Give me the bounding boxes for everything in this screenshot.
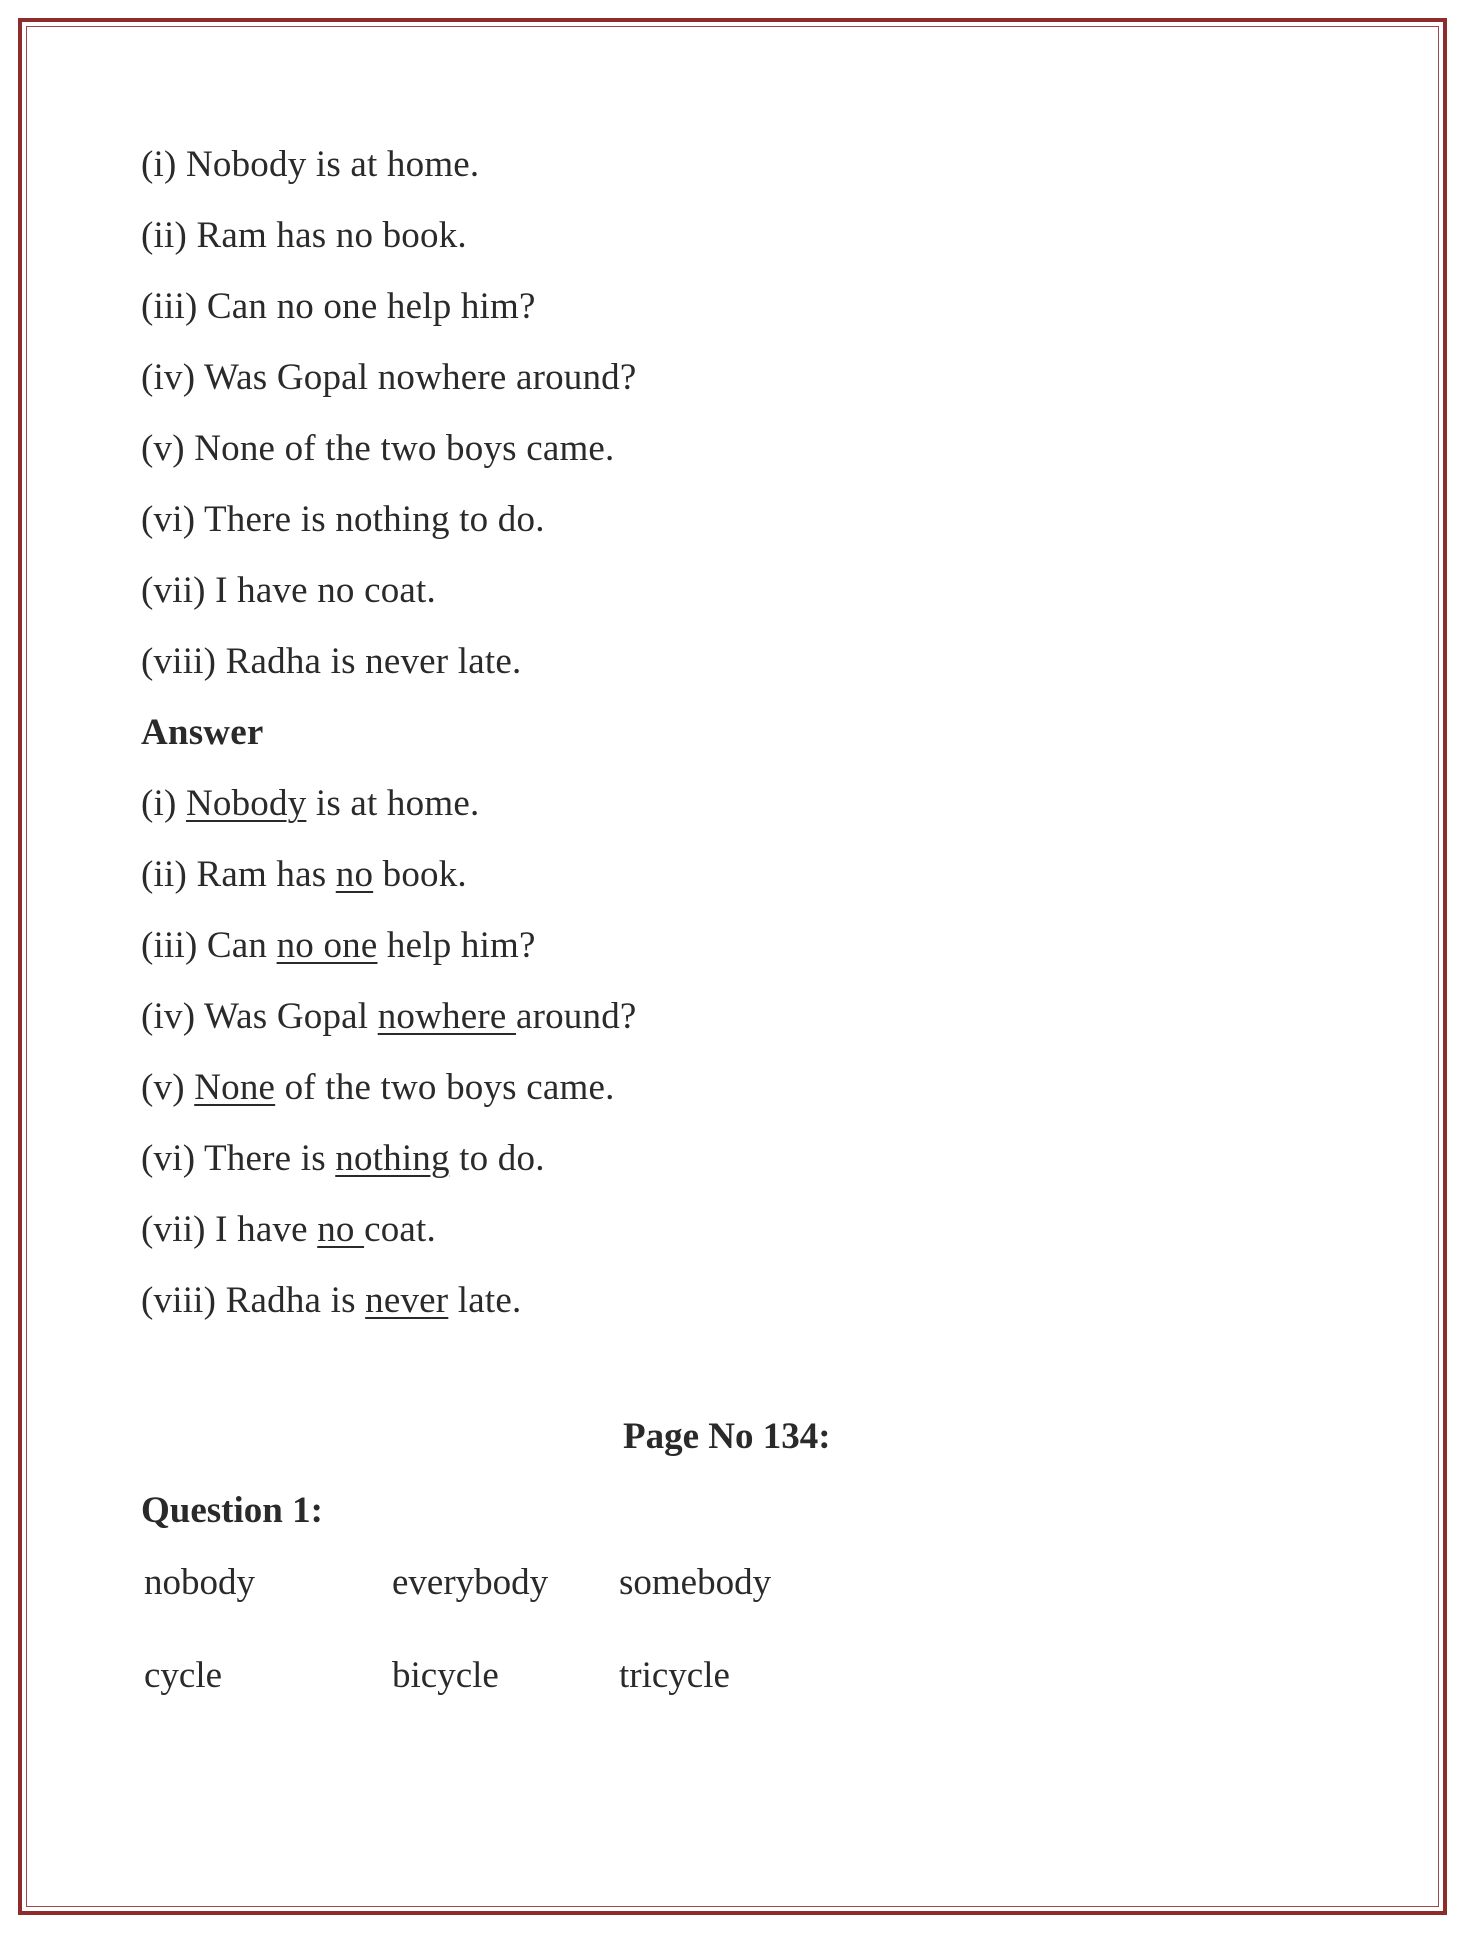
answer-item — [141, 1274, 1341, 1345]
word-cell: everybody — [392, 1562, 549, 1603]
answer-item — [141, 1132, 1341, 1203]
answer-text-after: help him? — [377, 925, 536, 966]
main-content — [141, 138, 1341, 1345]
word-cell: cycle — [144, 1655, 223, 1696]
answer-item — [141, 848, 1341, 919]
answer-text-after: coat. — [364, 1209, 436, 1250]
question-item: (i) Nobody is at home. — [141, 144, 480, 185]
answer-item — [141, 990, 1341, 1061]
answer-text-after: of the two boys came. — [275, 1067, 615, 1108]
answer-text-before: (i) — [141, 783, 186, 824]
question-item: (v) None of the two boys came. — [141, 428, 615, 469]
answer-underlined-word: nothing — [335, 1138, 450, 1179]
answer-underlined-word: nowhere — [377, 996, 516, 1037]
answer-underlined-word: no — [317, 1209, 365, 1250]
answer-text-before: (iv) Was Gopal — [141, 996, 378, 1037]
answer-underlined-word: no — [335, 854, 374, 895]
answer-underlined-word: no one — [276, 925, 378, 966]
word-cell: nobody — [144, 1562, 255, 1603]
word-cell: tricycle — [619, 1655, 730, 1696]
answer-text-after: late. — [448, 1280, 522, 1321]
answer-text-before: (viii) Radha is — [141, 1280, 366, 1321]
answer-text-before: (vii) I have — [141, 1209, 318, 1250]
answer-heading: Answer — [141, 712, 264, 753]
answer-text-before: (vi) There is — [141, 1138, 336, 1179]
answer-text-before: (v) — [141, 1067, 195, 1108]
answer-item — [141, 777, 1341, 848]
question-item: (vi) There is nothing to do. — [141, 499, 545, 540]
answer-underlined-word: never — [365, 1280, 449, 1321]
answer-text-after: book. — [373, 854, 467, 895]
answer-list — [141, 777, 1341, 1345]
answer-item — [141, 919, 1341, 990]
answer-text-after: is at home. — [306, 783, 480, 824]
question-item: (ii) Ram has no book. — [141, 215, 467, 256]
answer-text-before: (iii) Can — [141, 925, 277, 966]
answer-item — [141, 1203, 1341, 1274]
question-item: (iii) Can no one help him? — [141, 286, 536, 327]
question-item: (viii) Radha is never late. — [141, 641, 522, 682]
answer-text-before: (ii) Ram has — [141, 854, 336, 895]
answer-underlined-word: Nobody — [185, 783, 307, 824]
answer-underlined-word: None — [194, 1067, 276, 1108]
question-list — [141, 138, 1341, 706]
answer-text-after: around? — [515, 996, 637, 1037]
page-number-heading: Page No 134: — [623, 1416, 831, 1457]
word-cell: somebody — [619, 1562, 772, 1603]
question-heading: Question 1: — [141, 1490, 323, 1531]
word-cell: bicycle — [392, 1655, 499, 1696]
question-item: (iv) Was Gopal nowhere around? — [141, 357, 637, 398]
answer-item — [141, 1061, 1341, 1132]
answer-text-after: to do. — [449, 1138, 545, 1179]
question-item: (vii) I have no coat. — [141, 570, 436, 611]
